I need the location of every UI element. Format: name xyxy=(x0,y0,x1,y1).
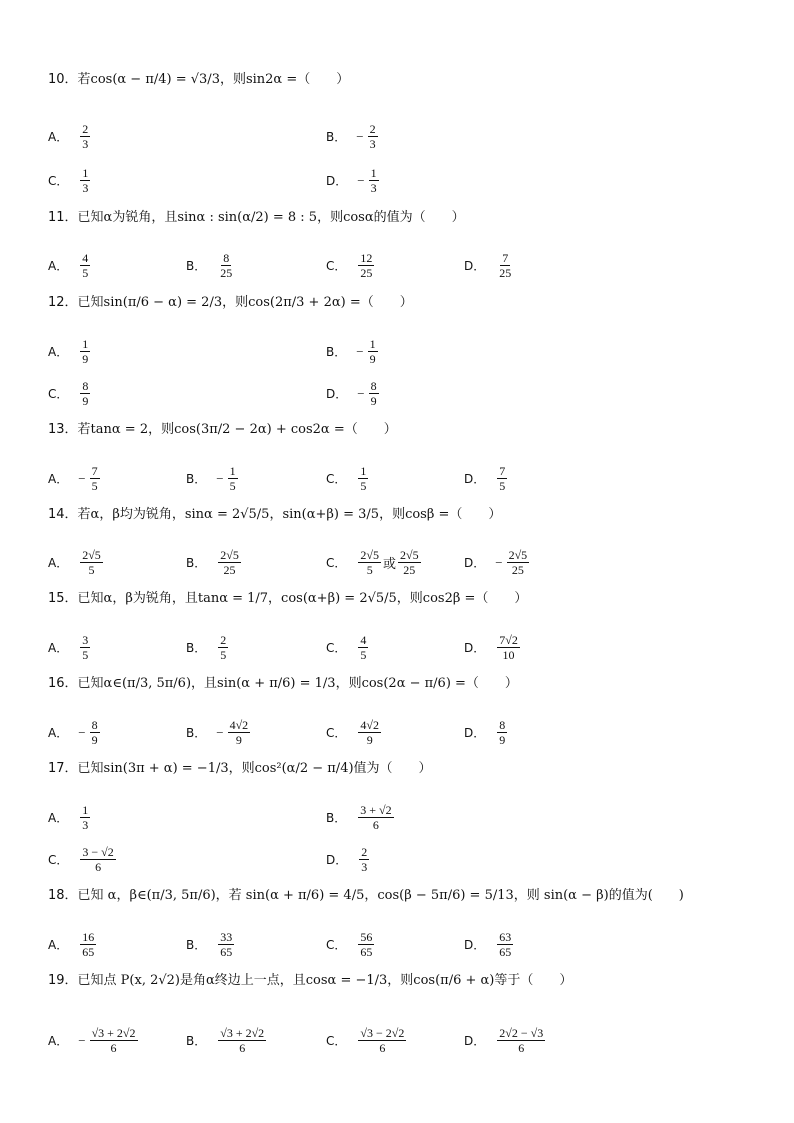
numerator: 2 xyxy=(369,122,376,136)
option-d[interactable] xyxy=(464,464,509,493)
option-d[interactable] xyxy=(464,718,509,747)
option-a[interactable] xyxy=(48,548,105,577)
fraction xyxy=(80,337,90,366)
numerator: 8 xyxy=(499,718,506,732)
option-label: D． xyxy=(464,641,486,655)
option-b[interactable] xyxy=(186,930,236,959)
option-a[interactable] xyxy=(48,803,92,832)
option-label: B． xyxy=(326,130,347,144)
fraction xyxy=(359,845,369,874)
denominator: 65 xyxy=(499,945,512,959)
fraction xyxy=(80,251,90,280)
option-d[interactable] xyxy=(464,930,515,959)
denominator: 65 xyxy=(82,945,95,959)
numerator: 2 xyxy=(361,845,368,859)
numerator: 7 xyxy=(502,251,509,265)
fraction xyxy=(80,845,115,874)
option-label: D． xyxy=(464,259,486,273)
denominator: 9 xyxy=(370,394,377,408)
fraction xyxy=(358,633,368,662)
option-c[interactable] xyxy=(326,464,370,493)
fraction xyxy=(358,718,381,747)
denominator: 6 xyxy=(518,1041,525,1055)
numerator: 4 xyxy=(360,633,367,647)
fraction xyxy=(228,718,251,747)
denominator: 3 xyxy=(361,860,368,874)
fraction xyxy=(90,464,100,493)
denominator: 3 xyxy=(82,137,89,151)
question-number: 10． xyxy=(48,72,78,87)
option-c[interactable] xyxy=(326,633,370,662)
fraction xyxy=(80,166,90,195)
numerator: 1 xyxy=(370,166,377,180)
question-number: 14． xyxy=(48,507,78,522)
numerator: 8 xyxy=(223,251,230,265)
option-a[interactable] xyxy=(48,930,98,959)
question-stem: 已知 α，β∈(π/3, 5π/6)，若 sin(α + π/6) = 4/5，cos(β − 5π/6) = 5/13，则 sin(α − β)的值为( ) xyxy=(77,888,684,903)
option-c[interactable] xyxy=(326,930,376,959)
option-sign: − xyxy=(357,385,365,401)
numerator: 4√2 xyxy=(360,718,379,732)
option-label: A． xyxy=(48,472,69,486)
question-stem: 若tanα = 2，则cos(3π/2 − 2α) + cos2α =（ ） xyxy=(77,422,397,437)
denominator: 9 xyxy=(235,733,242,747)
option-label: B． xyxy=(186,472,207,486)
numerator: 2√5 xyxy=(220,548,239,562)
question-12 xyxy=(48,295,413,311)
denominator: 25 xyxy=(360,266,373,280)
fraction xyxy=(369,166,379,195)
option-label: A． xyxy=(48,726,69,740)
denominator: 65 xyxy=(220,945,233,959)
option-label: D． xyxy=(464,472,486,486)
option-label: C． xyxy=(326,938,347,952)
option-d[interactable] xyxy=(326,845,371,874)
numerator: 7 xyxy=(91,464,98,478)
option-label: D． xyxy=(326,174,348,188)
option-label: B． xyxy=(186,556,207,570)
question-stem: 已知sin(π/6 − α) = 2/3，则cos(2π/3 + 2α) =（ ） xyxy=(77,295,413,310)
numerator: 16 xyxy=(82,930,95,944)
fraction xyxy=(497,633,520,662)
option-sign: − xyxy=(216,724,224,740)
fraction xyxy=(90,718,100,747)
option-b[interactable] xyxy=(186,1026,268,1055)
question-stem: 已知sin(3π + α) = −1/3，则cos²(α/2 − π/4)值为（ ） xyxy=(77,761,432,776)
numerator: 2√5 xyxy=(400,548,419,562)
fraction xyxy=(497,1026,545,1055)
numerator: 56 xyxy=(360,930,373,944)
option-b[interactable] xyxy=(326,122,380,151)
option-label: A． xyxy=(48,259,69,273)
denominator: 9 xyxy=(82,394,89,408)
question-14 xyxy=(48,507,501,523)
fraction xyxy=(80,930,96,959)
option-label: B． xyxy=(186,726,207,740)
option-label: B． xyxy=(186,641,207,655)
numerator: 1 xyxy=(360,464,367,478)
option-label: C． xyxy=(48,174,69,188)
denominator: 6 xyxy=(95,860,102,874)
option-a[interactable] xyxy=(48,337,92,366)
option-label: C． xyxy=(326,259,347,273)
question-11 xyxy=(48,210,465,226)
option-label: C． xyxy=(326,726,347,740)
numerator: 33 xyxy=(220,930,233,944)
question-18 xyxy=(48,888,684,904)
denominator: 6 xyxy=(379,1041,386,1055)
option-c[interactable] xyxy=(48,379,92,408)
fraction xyxy=(368,337,378,366)
fraction xyxy=(218,1026,266,1055)
option-a[interactable] xyxy=(48,1026,140,1055)
numerator: 3 xyxy=(82,633,89,647)
numerator: 1 xyxy=(369,337,376,351)
option-label: A． xyxy=(48,641,69,655)
fraction xyxy=(218,633,228,662)
question-16 xyxy=(48,676,518,692)
question-10 xyxy=(48,72,349,88)
question-stem: 若α，β均为锐角，sinα = 2√5/5，sin(α+β) = 3/5，则cosβ =（ ） xyxy=(77,507,502,522)
numerator: 4√2 xyxy=(229,718,249,732)
option-label: A． xyxy=(48,130,69,144)
numerator: 3 + √2 xyxy=(360,803,392,817)
fraction xyxy=(497,251,513,280)
option-b[interactable] xyxy=(186,464,240,493)
denominator: 5 xyxy=(82,266,89,280)
fraction xyxy=(80,548,103,577)
numerator: 2 xyxy=(82,122,89,136)
numerator: 1 xyxy=(82,166,89,180)
denominator: 9 xyxy=(366,733,373,747)
option-label: A． xyxy=(48,1034,69,1048)
numerator: 7√2 xyxy=(499,633,518,647)
fraction xyxy=(507,548,530,577)
fraction xyxy=(228,464,238,493)
numerator: 1 xyxy=(229,464,236,478)
option-sign: − xyxy=(356,128,364,144)
numerator: √3 + 2√2 xyxy=(91,1026,136,1040)
option-b[interactable] xyxy=(186,633,230,662)
option-b[interactable] xyxy=(186,548,243,577)
question-stem: 已知α∈(π/3, 5π/6)，且sin(α + π/6) = 1/3，则cos(2α − π/6) =（ ） xyxy=(77,676,518,691)
numerator: 1 xyxy=(82,803,89,817)
denominator: 10 xyxy=(502,648,515,662)
fraction xyxy=(358,464,368,493)
numerator: 8 xyxy=(82,379,89,393)
question-number: 13． xyxy=(48,422,78,437)
question-stem: 已知点 P(x, 2√2)是角α终边上一点，且cosα = −1/3，则cos(π/6 + α)等于（ ） xyxy=(77,973,573,988)
fraction xyxy=(218,548,241,577)
denominator: 9 xyxy=(82,352,89,366)
option-label: C． xyxy=(326,472,347,486)
denominator: 9 xyxy=(369,352,376,366)
question-19 xyxy=(48,973,572,989)
option-sign: − xyxy=(78,470,86,486)
numerator: 4 xyxy=(82,251,89,265)
numerator: 2√5 xyxy=(508,548,528,562)
numerator: 7 xyxy=(499,464,506,478)
option-d[interactable] xyxy=(464,548,531,577)
denominator: 5 xyxy=(360,479,367,493)
option-label: A． xyxy=(48,345,69,359)
fraction xyxy=(358,803,393,832)
fraction xyxy=(218,251,234,280)
option-a[interactable] xyxy=(48,122,92,151)
denominator: 5 xyxy=(229,479,236,493)
numerator: 2√5 xyxy=(82,548,101,562)
question-17 xyxy=(48,761,432,777)
question-stem: 若cos(α − π/4) = √3/3，则sin2α =（ ） xyxy=(77,72,350,87)
question-15 xyxy=(48,591,527,607)
option-label: B． xyxy=(326,811,347,825)
denominator: 5 xyxy=(220,648,227,662)
numerator: 2√2 − √3 xyxy=(499,1026,544,1040)
denominator: 25 xyxy=(403,563,416,577)
denominator: 25 xyxy=(223,563,236,577)
option-c[interactable] xyxy=(326,548,423,577)
numerator: 8 xyxy=(91,718,98,732)
option-label: A． xyxy=(48,938,69,952)
option-label: C． xyxy=(326,641,347,655)
option-b[interactable] xyxy=(186,718,252,747)
denominator: 3 xyxy=(82,181,89,195)
option-label: D． xyxy=(464,726,486,740)
option-label: D． xyxy=(464,938,486,952)
denominator: 25 xyxy=(499,266,512,280)
question-number: 11． xyxy=(48,210,78,225)
denominator: 5 xyxy=(366,563,373,577)
option-d[interactable] xyxy=(464,1026,547,1055)
question-number: 17． xyxy=(48,761,78,776)
fraction xyxy=(218,930,234,959)
option-d[interactable] xyxy=(326,166,381,195)
question-number: 15． xyxy=(48,591,78,606)
question-stem: 已知α为锐角，且sinα : sin(α/2) = 8 : 5，则cosα的值为（ ） xyxy=(77,210,465,225)
option-label: C． xyxy=(326,1034,347,1048)
fraction xyxy=(358,930,374,959)
option-label: D． xyxy=(326,387,348,401)
numerator: 12 xyxy=(360,251,373,265)
fraction xyxy=(80,379,90,408)
denominator: 65 xyxy=(360,945,373,959)
denominator: 9 xyxy=(499,733,506,747)
denominator: 5 xyxy=(499,479,506,493)
fraction xyxy=(497,930,513,959)
option-d[interactable] xyxy=(464,633,522,662)
option-a[interactable] xyxy=(48,718,102,747)
numerator: 1 xyxy=(82,337,89,351)
denominator: 5 xyxy=(91,479,98,493)
option-c[interactable] xyxy=(48,166,92,195)
option-label: B． xyxy=(186,259,207,273)
fraction xyxy=(80,122,90,151)
denominator: 5 xyxy=(360,648,367,662)
numerator: 2 xyxy=(220,633,227,647)
question-number: 16． xyxy=(48,676,78,691)
option-a[interactable] xyxy=(48,251,92,280)
option-label: A． xyxy=(48,811,69,825)
option-connector: 或 xyxy=(382,557,396,572)
denominator: 25 xyxy=(220,266,233,280)
option-sign: − xyxy=(78,724,86,740)
option-label: C． xyxy=(48,387,69,401)
numerator: √3 + 2√2 xyxy=(220,1026,265,1040)
denominator: 5 xyxy=(88,563,95,577)
fraction xyxy=(90,1026,138,1055)
option-label: D． xyxy=(464,1034,486,1048)
fraction xyxy=(497,718,507,747)
denominator: 3 xyxy=(369,137,376,151)
question-number: 12． xyxy=(48,295,78,310)
question-number: 19． xyxy=(48,973,78,988)
option-c[interactable] xyxy=(326,718,383,747)
option-label: B． xyxy=(186,1034,207,1048)
option-label: D． xyxy=(326,853,348,867)
option-c[interactable] xyxy=(326,251,376,280)
fraction xyxy=(358,251,374,280)
denominator: 3 xyxy=(370,181,377,195)
fraction xyxy=(369,379,379,408)
fraction xyxy=(398,548,421,577)
option-label: B． xyxy=(326,345,347,359)
question-stem: 已知α，β为锐角，且tanα = 1/7，cos(α+β) = 2√5/5，则cos2β =（ ） xyxy=(77,591,528,606)
fraction xyxy=(358,548,381,577)
option-b[interactable] xyxy=(326,803,396,832)
fraction xyxy=(368,122,378,151)
option-sign: − xyxy=(495,554,503,570)
question-13 xyxy=(48,422,397,438)
fraction xyxy=(358,1026,406,1055)
option-d[interactable] xyxy=(464,251,515,280)
denominator: 5 xyxy=(82,648,89,662)
denominator: 6 xyxy=(239,1041,246,1055)
option-a[interactable] xyxy=(48,633,92,662)
denominator: 6 xyxy=(110,1041,117,1055)
denominator: 3 xyxy=(82,818,89,832)
question-number: 18． xyxy=(48,888,78,903)
option-c[interactable] xyxy=(48,845,118,874)
fraction xyxy=(80,803,90,832)
option-label: B． xyxy=(186,938,207,952)
numerator: 2√5 xyxy=(360,548,379,562)
option-d[interactable] xyxy=(326,379,381,408)
option-sign: − xyxy=(357,172,365,188)
numerator: 63 xyxy=(499,930,512,944)
option-sign: − xyxy=(78,1032,86,1048)
option-label: A． xyxy=(48,556,69,570)
denominator: 9 xyxy=(91,733,98,747)
option-c[interactable] xyxy=(326,1026,408,1055)
numerator: 3 − √2 xyxy=(82,845,114,859)
option-a[interactable] xyxy=(48,464,102,493)
option-label: C． xyxy=(326,556,347,570)
fraction xyxy=(80,633,90,662)
option-label: D． xyxy=(464,556,486,570)
option-b[interactable] xyxy=(186,251,236,280)
option-b[interactable] xyxy=(326,337,380,366)
fraction xyxy=(497,464,507,493)
option-sign: − xyxy=(216,470,224,486)
denominator: 25 xyxy=(511,563,524,577)
numerator: √3 − 2√2 xyxy=(360,1026,405,1040)
denominator: 6 xyxy=(372,818,379,832)
option-sign: − xyxy=(356,343,364,359)
option-label: C． xyxy=(48,853,69,867)
numerator: 8 xyxy=(370,379,377,393)
